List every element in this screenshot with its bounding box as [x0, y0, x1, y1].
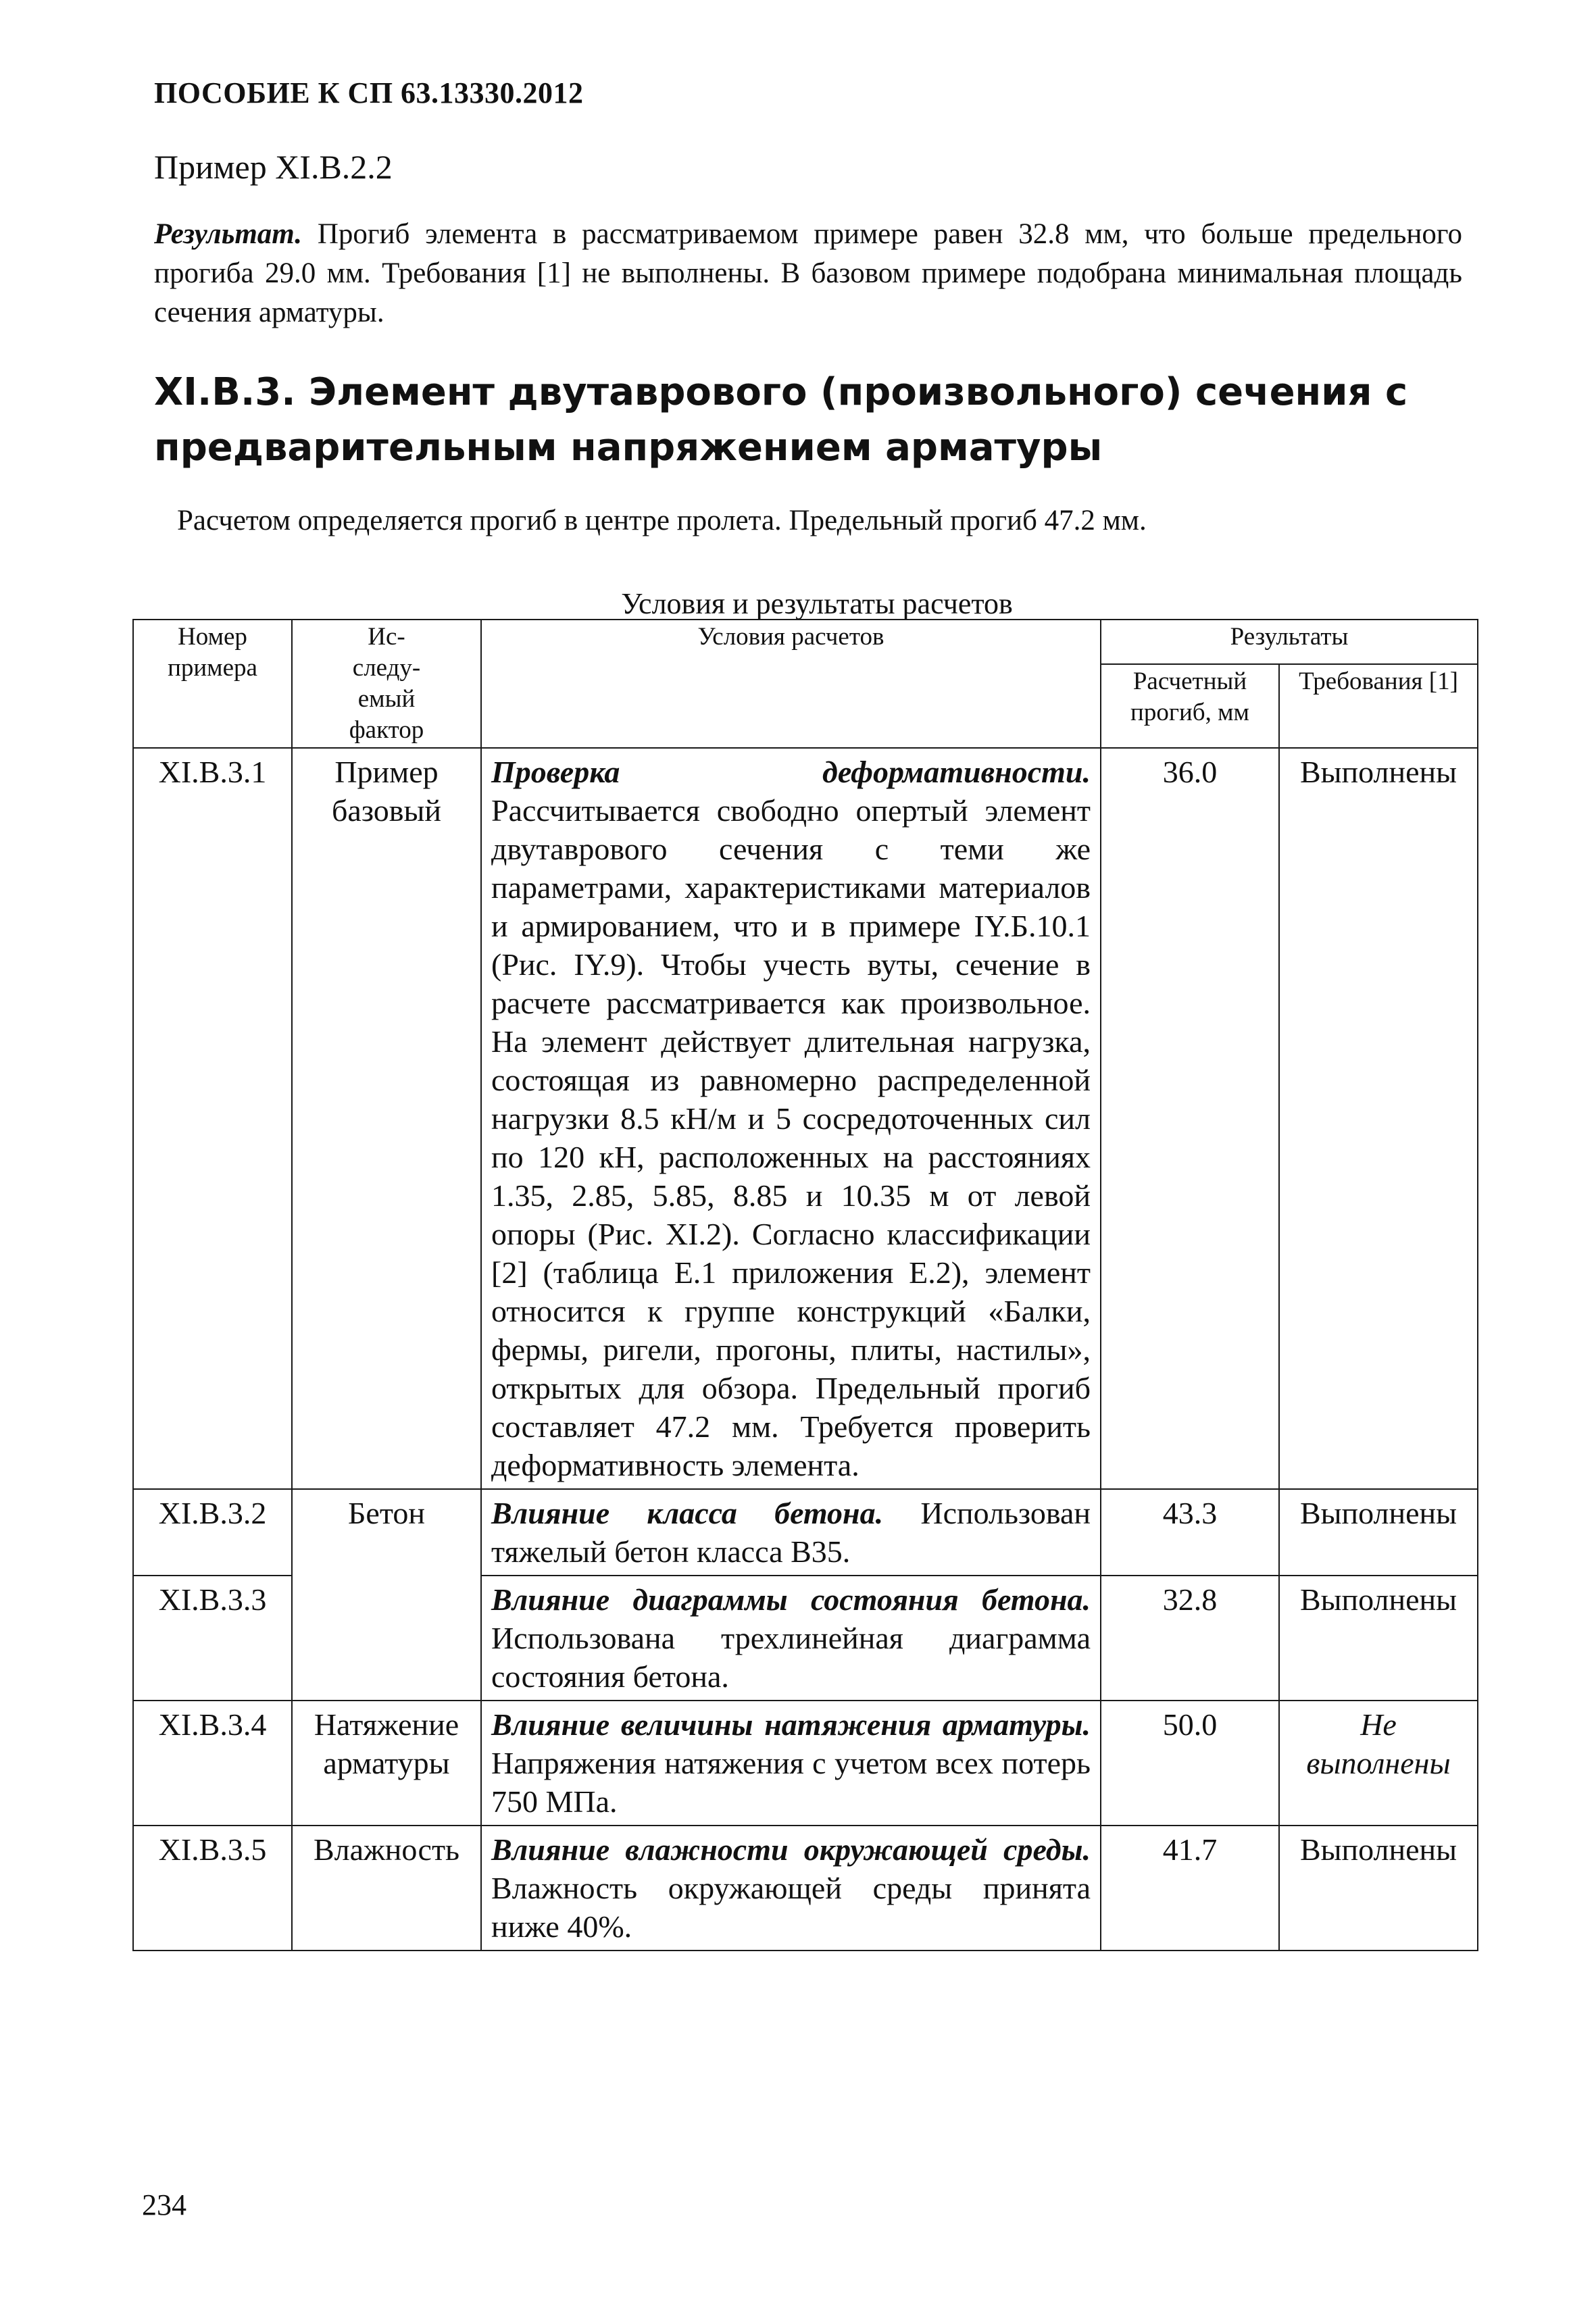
row-requirement: Выполнены — [1279, 1489, 1478, 1576]
row-requirement: Выполнены — [1279, 1826, 1478, 1951]
header-deflection: Расчетный прогиб, мм — [1101, 664, 1279, 748]
document-header: ПОСОБИЕ К СП 63.13330.2012 — [154, 76, 584, 109]
row-requirement: Выполнены — [1279, 748, 1478, 1489]
row-requirement: Не выполнены — [1279, 1701, 1478, 1826]
row-deflection: 36.0 — [1101, 748, 1279, 1489]
row-conditions-text: Использована трехлинейная диаграмма состояния бетона. — [491, 1621, 1091, 1694]
row-conditions — [481, 1576, 1101, 1701]
section-intro: Расчетом определяется прогиб в центре пролета. Предельный прогиб 47.2 мм. — [177, 505, 1147, 536]
result-lead: Результат. — [154, 218, 303, 250]
row-deflection: 50.0 — [1101, 1701, 1279, 1826]
row-number: XI.B.3.3 — [133, 1576, 292, 1701]
row-conditions-lead: Влияние величины натяжения арматуры. — [491, 1707, 1091, 1742]
row-conditions — [481, 1701, 1101, 1826]
row-conditions — [481, 1826, 1101, 1951]
header-number: Номер примера — [133, 620, 292, 748]
row-conditions-text: Влажность окружающей среды принята ниже 40%. — [491, 1871, 1091, 1944]
section-heading: XI.B.3. Элемент двутаврового (произвольного) сечения с предварительным напряжением арматуры — [154, 370, 1408, 470]
row-number: XI.B.3.4 — [133, 1701, 292, 1826]
row-conditions — [481, 748, 1101, 1489]
row-requirement: Выполнены — [1279, 1576, 1478, 1701]
header-requirements: Требования [1] — [1279, 664, 1478, 748]
page-number: 234 — [142, 2188, 186, 2221]
row-deflection: 32.8 — [1101, 1576, 1279, 1701]
row-number: XI.B.3.1 — [133, 748, 292, 1489]
row-number: XI.B.3.5 — [133, 1826, 292, 1951]
header-conditions: Условия расчетов — [481, 620, 1101, 748]
result-paragraph — [154, 215, 1462, 332]
row-conditions-lead: Проверка деформативности. — [491, 755, 1091, 789]
row-conditions-text: Напряжения натяжения с учетом всех потерь 750 МПа. — [491, 1746, 1091, 1819]
row-deflection: 41.7 — [1101, 1826, 1279, 1951]
table-row — [133, 748, 1478, 1489]
table-row — [133, 1826, 1478, 1951]
example-heading: Пример XI.B.2.2 — [154, 148, 393, 186]
row-conditions — [481, 1489, 1101, 1576]
result-text: Прогиб элемента в рассматриваемом примере равен 32.8 мм, что больше предельного прогиба 29.0 мм. Требования [1] не выполнены. В базовом примере подобрана минимальная площадь сечения арматуры. — [154, 218, 1462, 328]
row-conditions-text: Использован тяжелый бетон класса B35. — [491, 1496, 1091, 1569]
row-factor: Влажность — [292, 1826, 481, 1951]
table-row — [133, 1701, 1478, 1826]
table-caption: Условия и результаты расчетов — [621, 587, 1013, 620]
table-row — [133, 1489, 1478, 1576]
row-factor: Пример базовый — [292, 748, 481, 1489]
row-deflection: 43.3 — [1101, 1489, 1279, 1576]
header-results: Результаты — [1101, 620, 1478, 664]
row-number: XI.B.3.2 — [133, 1489, 292, 1576]
results-table — [132, 619, 1478, 1951]
row-conditions-lead: Влияние влажности окружающей среды. — [491, 1832, 1091, 1867]
row-conditions-lead: Влияние класса бетона. — [491, 1496, 884, 1530]
row-factor: Натяжение арматуры — [292, 1701, 481, 1826]
row-factor: Бетон — [292, 1489, 481, 1701]
header-factor: Ис- следу- емый фактор — [292, 620, 481, 748]
row-conditions-lead: Влияние диаграммы состояния бетона. — [491, 1582, 1091, 1617]
row-conditions-text: Рассчитывается свободно опертый элемент двутаврового сечения с теми же параметрами, характеристиками материалов и армированием, что и в примере IY.Б.10.1 (Рис. IY.9). Чтобы учесть вуты, сечение в расчете рассматривается как произвольное. На элемент действует длительная нагрузка, состоящая из равномерно распределенной нагрузки 8.5 кН/м и 5 сосредоточенных сил по 120 кН, расположенных на расстояниях 1.35, 2.85, 5.85, 8.85 и 10.35 м от левой опоры (Рис. XI.2). Согласно классификации [2] (таблица Е.1 приложения Е.2), элемент относится к группе конструкций «Балки, фермы, ригели, прогоны, плиты, настилы», открытых для обзора. Предельный прогиб составляет 47.2 мм. Требуется проверить деформативность элемента. — [491, 793, 1091, 1482]
